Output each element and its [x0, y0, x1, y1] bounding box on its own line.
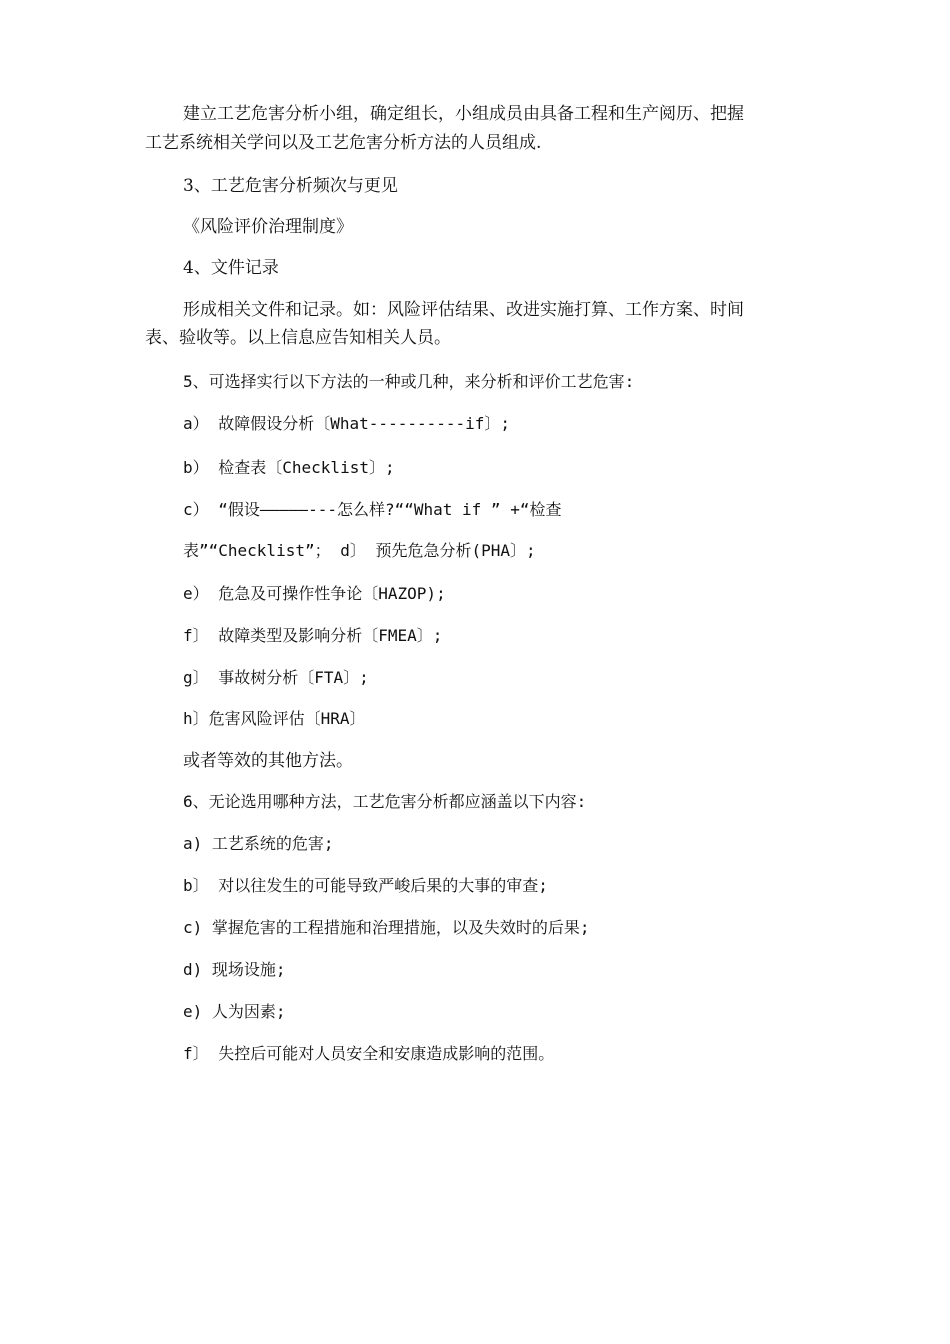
method-f: f〕 故障类型及影响分析〔FMEA〕; [183, 626, 443, 645]
section-4-body-line-1: 形成相关文件和记录。如：风险评估结果、改进实施打算、工作方案、时间 [183, 300, 744, 320]
content-item-d: d) 现场设施; [183, 960, 286, 979]
section-3-reference: 《风险评价治理制度》 [183, 217, 353, 237]
content-item-b: b〕 对以往发生的可能导致严峻后果的大事的审查; [183, 876, 548, 895]
method-b: b） 检查表〔Checklist〕; [183, 458, 395, 477]
intro-paragraph-line-1: 建立工艺危害分析小组，确定组长，小组成员由具备工程和生产阅历、把握 [183, 104, 744, 124]
content-item-a: a) 工艺系统的危害; [183, 834, 334, 853]
intro-paragraph-line-2: 工艺系统相关学问以及工艺危害分析方法的人员组成. [145, 133, 542, 153]
content-item-c: c) 掌握危害的工程措施和治理措施，以及失效时的后果; [183, 918, 590, 937]
method-e: e） 危急及可操作性争论〔HAZOP); [183, 584, 446, 603]
method-a: a） 故障假设分析〔What----------if〕; [183, 414, 511, 433]
content-item-e: e) 人为因素; [183, 1002, 286, 1021]
method-c-line-1: c） “假设—————---怎么样?““What if ” +“检查 [183, 500, 562, 519]
section-6-heading: 6、无论选用哪种方法，工艺危害分析都应涵盖以下内容: [183, 792, 587, 811]
section-3-heading: 3、工艺危害分析频次与更见 [183, 176, 398, 196]
method-g: g〕 事故树分析〔FTA〕; [183, 668, 369, 687]
section-4-heading: 4、文件记录 [183, 258, 279, 278]
section-5-heading: 5、可选择实行以下方法的一种或几种，来分析和评价工艺危害: [183, 372, 635, 391]
method-h: h〕危害风险评估〔HRA〕 [183, 709, 366, 728]
method-other: 或者等效的其他方法。 [183, 751, 353, 771]
content-item-f: f〕 失控后可能对人员安全和安康造成影响的范围。 [183, 1044, 555, 1063]
section-4-body-line-2: 表、验收等。以上信息应告知相关人员。 [145, 328, 451, 348]
method-c-line-2: 表”“Checklist”； d〕 预先危急分析(PHA〕; [183, 541, 536, 560]
